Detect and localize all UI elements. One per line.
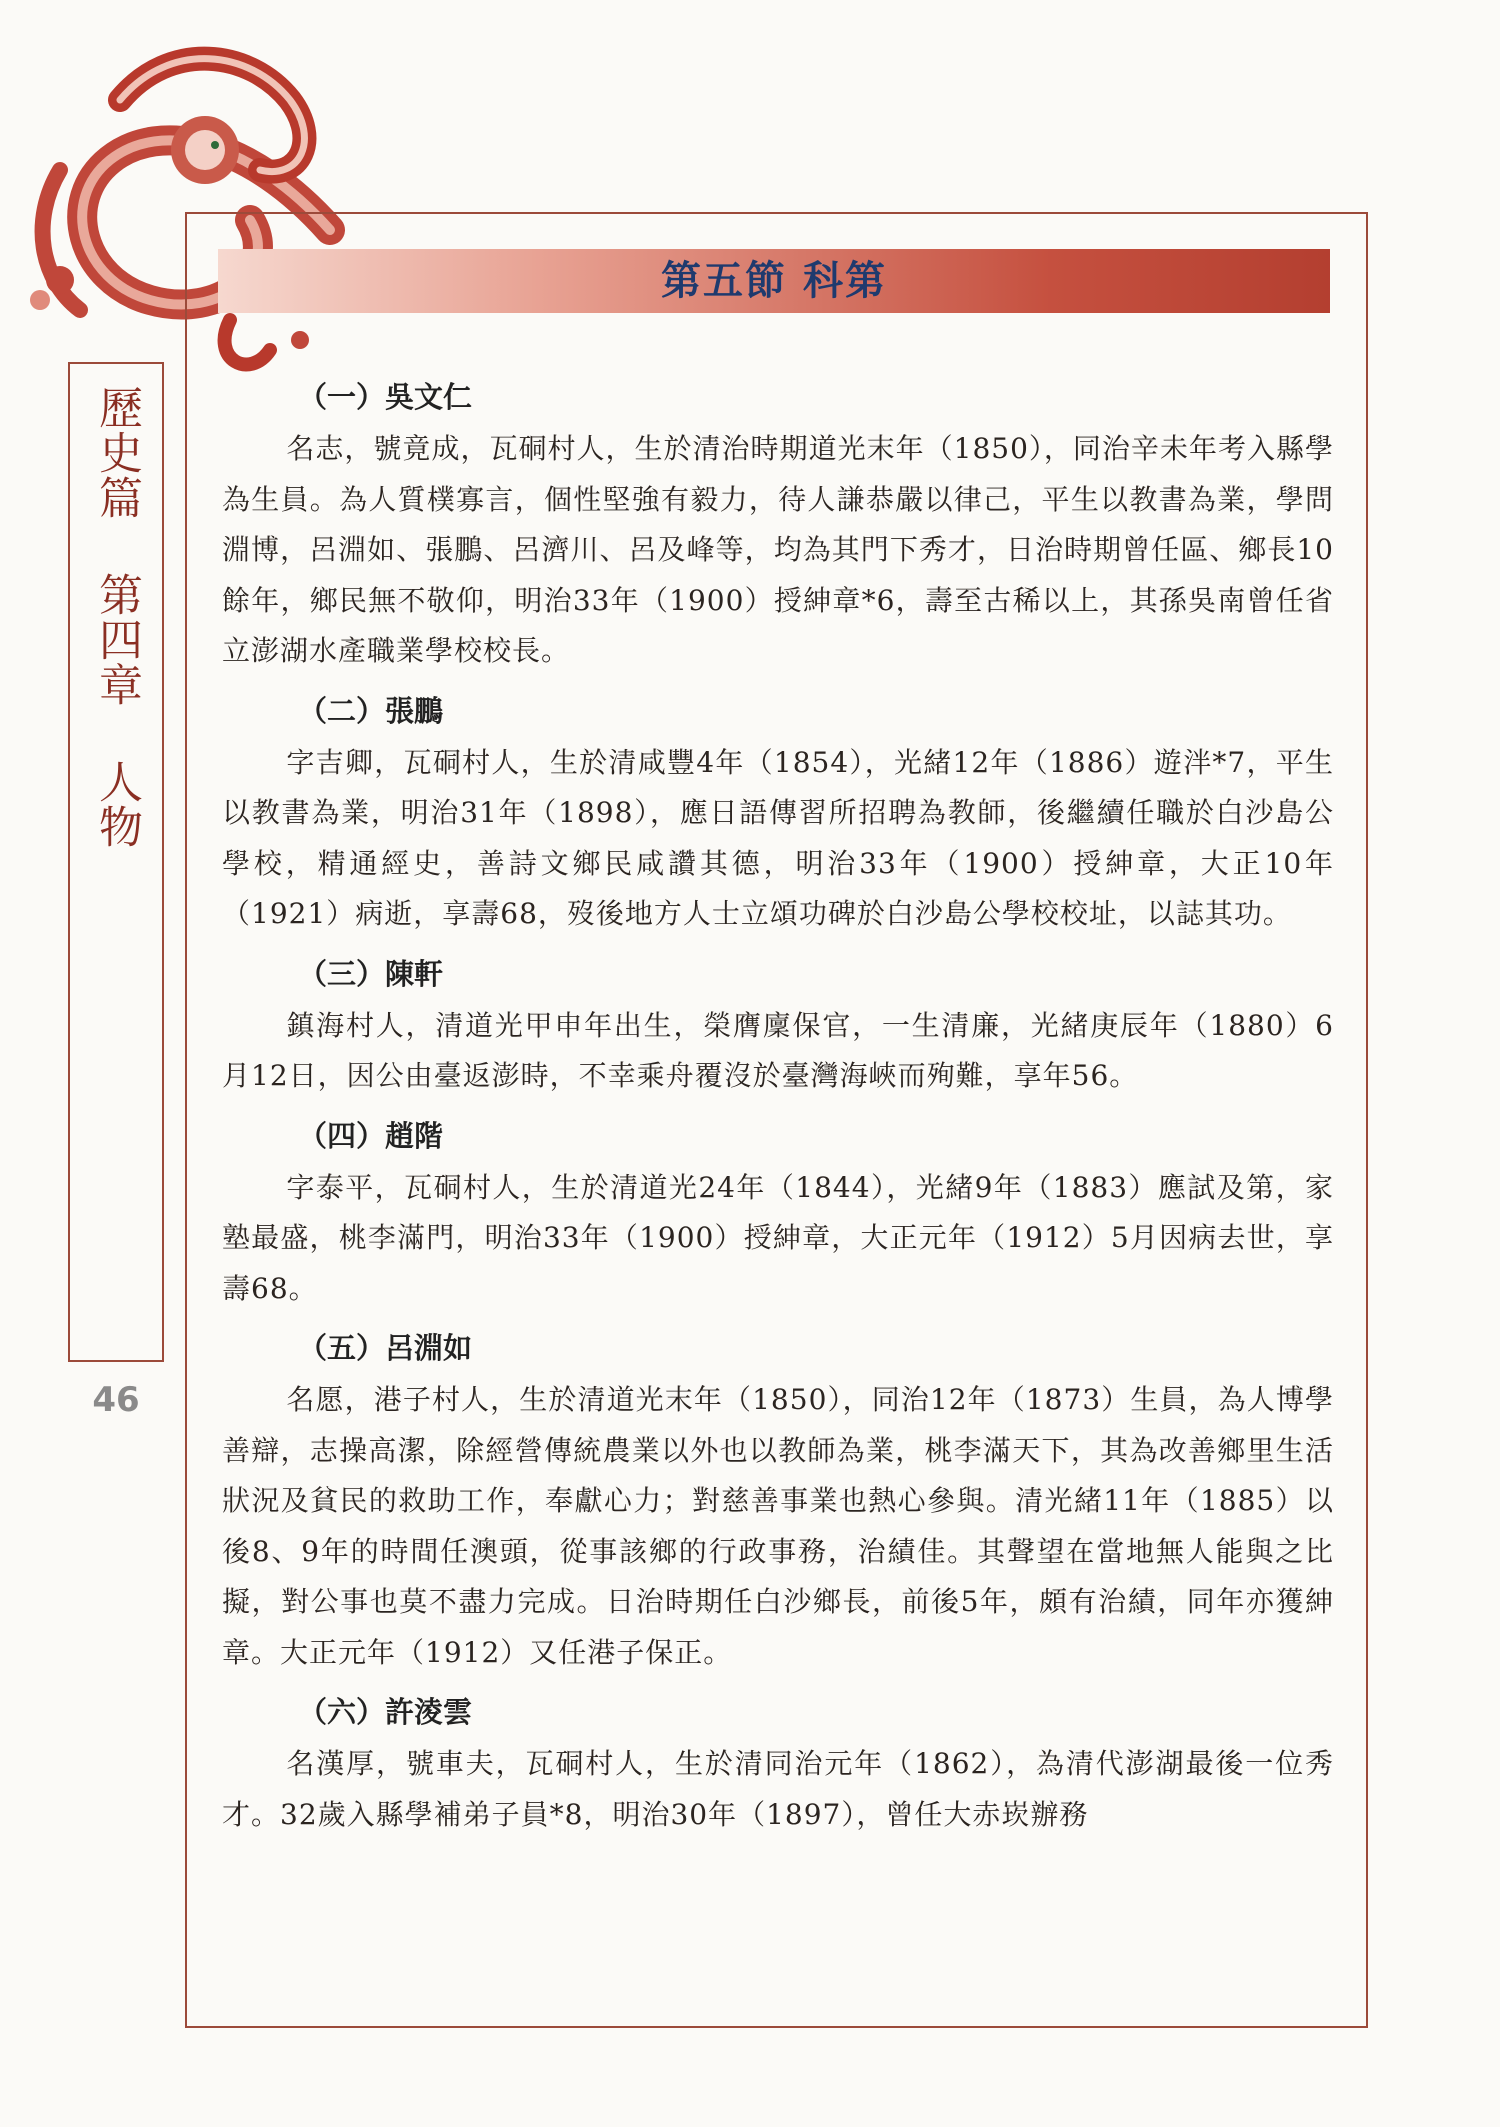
entry	[222, 687, 1334, 940]
entry-body: 字吉卿，瓦硐村人，生於清咸豐4年（1854），光緒12年（1886）遊泮*7，平生以教書為業，明治31年（1898），應日語傳習所招聘為教師，後繼續任職於白沙島公學校，精通經史，善詩文鄉民咸讚其德，明治33年（1900）授紳章，大正10年（1921）病逝，享壽68，歿後地方人士立頌功碑於白沙島公學校校址，以誌其功。	[222, 745, 1334, 930]
entry	[222, 1324, 1334, 1678]
entry-body: 字泰平，瓦硐村人，生於清道光24年（1844），光緒9年（1883）應試及第，家塾最盛，桃李滿門，明治33年（1900）授紳章，大正元年（1912）5月因病去世，享壽68。	[222, 1170, 1334, 1305]
entry-heading: （五）呂淵如	[298, 1331, 473, 1365]
entry	[222, 373, 1334, 677]
entry	[222, 950, 1334, 1102]
section-title: 第五節 科第	[661, 257, 887, 304]
entry	[222, 1112, 1334, 1315]
entry-heading: （三）陳軒	[298, 956, 444, 991]
section-content	[222, 373, 1334, 1850]
entry-body: 名漢厚，號車夫，瓦硐村人，生於清同治元年（1862），為清代澎湖最後一位秀才。32歲入縣學補弟子員*8，明治30年（1897），曾任大赤崁辦務	[222, 1747, 1334, 1831]
entry-body: 名愿，港子村人，生於清道光末年（1850），同治12年（1873）生員，為人博學善辯，志操高潔，除經營傳統農業以外也以教師為業，桃李滿天下，其為改善鄉里生活狀況及貧民的救助工作，奉獻心力；對慈善事業也熱心參與。清光緒11年（1885）以後8、9年的時間任澳頭，從事該鄉的行政事務，治績佳。其聲望在當地無人能與之比擬，對公事也莫不盡力完成。日治時期任白沙鄉長，前後5年，頗有治績，同年亦獲紳章。大正元年（1912）又任港子保正。	[222, 1383, 1334, 1669]
page-number: 46	[92, 1380, 140, 1420]
entry-heading: （四）趙階	[298, 1118, 444, 1153]
sidebar-chapter-label: 歷史篇 第四章 人物	[91, 385, 142, 849]
entry-heading: （一）吳文仁	[298, 380, 473, 414]
entry-heading: （六）許淩雲	[298, 1695, 473, 1729]
entry-body: 名志，號竟成，瓦硐村人，生於清治時期道光末年（1850），同治辛未年考入縣學為生員。為人質樸寡言，個性堅強有毅力，待人謙恭嚴以律己，平生以教書為業，學問淵博，呂淵如、張鵬、呂濟川、呂及峰等，均為其門下秀才，日治時期曾任區、鄉長10餘年，鄉民無不敬仰，明治33年（1900）授紳章*6，壽至古稀以上，其孫吳南曾任省立澎湖水產職業學校校長。	[222, 432, 1334, 667]
entry	[222, 1688, 1334, 1840]
entry-heading: （二）張鵬	[298, 693, 444, 728]
entry-body: 鎮海村人，清道光甲申年出生，榮膺廩保官，一生清廉，光緒庚辰年（1880）6月12日，因公由臺返澎時，不幸乘舟覆沒於臺灣海峽而殉難，享年56。	[222, 1008, 1334, 1092]
